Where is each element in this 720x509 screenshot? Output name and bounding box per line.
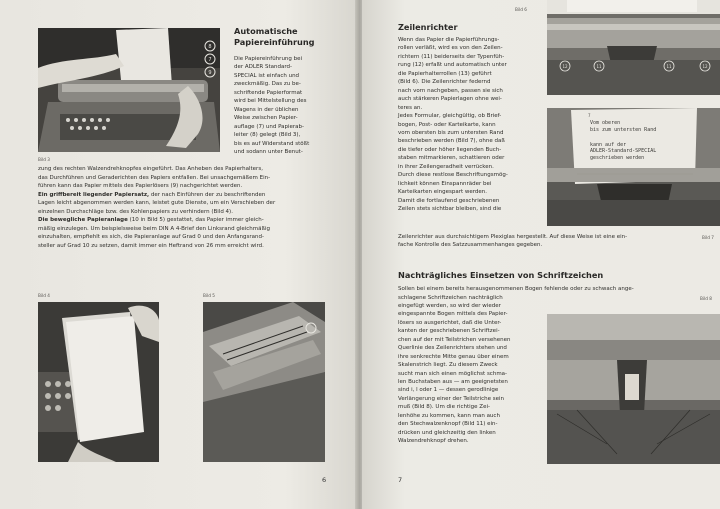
text-line: drücken und gleichzeitig den linken bbox=[398, 429, 496, 436]
zeilenrichter-column-text bbox=[398, 36, 538, 214]
caption-bild-7: Bild 7 bbox=[702, 235, 714, 240]
text-line: einzuhalten, empfiehlt es sich, die Papieranlage auf Grad 0 und den Anfangsrand- bbox=[38, 234, 264, 241]
typed-line-4: ADLER-Standard-SPECIAL bbox=[590, 148, 657, 155]
zeilenrichter-full-text bbox=[398, 233, 698, 250]
text-line: steller auf Grad 10 zu setzen, damit immer ein Heftrand von 26 mm erreicht wird. bbox=[38, 242, 264, 249]
typebar-scale-illustration bbox=[547, 314, 720, 464]
photo-bild-8 bbox=[547, 314, 720, 464]
text-line: ihre senkrechte Mitte genau über einem bbox=[398, 353, 509, 360]
marker-11-right: 11 bbox=[666, 64, 672, 69]
text-line: lösers so ausgerichtet, daß die Unter- bbox=[398, 319, 502, 326]
text-line: Zeilenrichter aus durchsichtigem Plexiglas hergestellt. Auf diese Weise ist eine ein- bbox=[398, 234, 628, 240]
photo-bild-6 bbox=[547, 0, 720, 95]
marker-9: 9 bbox=[208, 70, 212, 76]
marker-bild-7-top: 7 bbox=[588, 113, 591, 118]
text-line: den Stechwalzenknopf (Bild 11) ein- bbox=[398, 421, 498, 428]
text-line: Damit die fortlaufend geschriebenen bbox=[398, 197, 500, 204]
text-line: Wagens in der üblichen bbox=[234, 106, 299, 113]
text-line: sucht man sich einen möglichst schma- bbox=[398, 370, 508, 377]
heading-nachtraegliches-einsetzen: Nachträgliches Einsetzen von Schriftzeichen bbox=[398, 270, 604, 280]
text-line: zung des rechten Walzendrehknopfes eingeführt. Das Anheben des Papierhalters, bbox=[38, 166, 263, 173]
para-papieranlage bbox=[38, 216, 330, 224]
caption-bild-8: Bild 8 bbox=[700, 296, 712, 301]
text-line: lichkeit können Einspannräder bei bbox=[398, 180, 492, 187]
heading-line-2: Papiereinführung bbox=[234, 36, 315, 47]
typed-lines bbox=[590, 120, 656, 162]
marker-11: 11 bbox=[596, 64, 602, 69]
text-line: leiter (8) gelegt (Bild 3), bbox=[234, 132, 301, 139]
text-line: Zeilen stets sichtbar bleiben, sind die bbox=[398, 206, 502, 213]
para-papiersatz bbox=[38, 191, 330, 199]
paper-set-illustration bbox=[38, 302, 159, 462]
heading-automatische-papiereinfuehrung bbox=[234, 26, 315, 47]
typed-line-5: geschrieben werden bbox=[590, 155, 645, 162]
text-line: bogen, Post- oder Karteikarte, kann bbox=[398, 121, 496, 128]
paper-guide-illustration bbox=[203, 302, 325, 462]
caption-bild-3: Bild 3 bbox=[38, 157, 50, 162]
text-line: und sodann unter Benut- bbox=[234, 148, 303, 155]
typed-line-3: kann auf der bbox=[590, 141, 627, 148]
text-line: führen kann das Papier mittels des Papierlösers (9) nachgerichtet werden. bbox=[38, 183, 243, 190]
text-line: muß (Bild 8). Um die richtige Zei- bbox=[398, 404, 490, 411]
text-line: auch stärkeren Papierlagen ohne wei- bbox=[398, 96, 502, 103]
typed-line-2: bis zum untersten Rand bbox=[590, 126, 657, 133]
text-line: eingefügt werden, so wird der wieder bbox=[398, 302, 501, 309]
text-line: (10 in Bild 5) gestattet, das Papier immer gleich- bbox=[127, 217, 264, 224]
marker-12: 12 bbox=[562, 64, 568, 69]
text-line: der ADLER Standard- bbox=[234, 64, 292, 71]
text-line: richtern (11) beiderseits der Typenfüh- bbox=[398, 53, 505, 60]
marker-12-right: 12 bbox=[702, 64, 708, 69]
page-number-left: 6 bbox=[322, 476, 327, 484]
text-line: nach vorn nachgeben, passen sie sich bbox=[398, 87, 503, 94]
bold-papieranlage: Die bewegliche Papieranlage bbox=[38, 217, 128, 224]
line-guides-illustration bbox=[547, 0, 720, 95]
marker-7: 7 bbox=[208, 57, 212, 63]
text-line: beschrieben werden (Bild 7), ohne daß bbox=[398, 138, 505, 145]
text-line: schriftende Papierformat bbox=[234, 89, 303, 96]
heading-line-1: Automatische bbox=[234, 26, 298, 36]
text-line: sind i, l oder 1 — dessen gerodlinige bbox=[398, 387, 499, 394]
text-line: staben mitmarkieren, schattieren oder bbox=[398, 155, 505, 162]
text-line: chen auf der mit Teilstrichen versehenen bbox=[398, 336, 511, 343]
caption-bild-6: Bild 6 bbox=[515, 7, 527, 12]
caption-bild-4: Bild 4 bbox=[38, 293, 50, 298]
caption-bild-5: Bild 5 bbox=[203, 293, 215, 298]
photo-bild-4 bbox=[38, 302, 159, 462]
text-line: die tiefer oder höher liegenden Buch- bbox=[398, 146, 502, 153]
einsetzen-column-text bbox=[398, 294, 538, 446]
heading-zeilenrichter: Zeilenrichter bbox=[398, 22, 458, 32]
text-line: Verlängerung einer der Teilstriche sein bbox=[398, 395, 504, 402]
text-line: wird bei Mittelstellung des bbox=[234, 98, 307, 105]
text-line: Durch diese restlose Beschriftungsmög- bbox=[398, 172, 508, 179]
text-line: Sollen bei einem bereits herausgenommenen Bogen fehlende oder zu schwach ange- bbox=[398, 286, 634, 292]
full-width-text bbox=[38, 157, 330, 250]
text-line: SPECIAL ist einfach und bbox=[234, 72, 300, 79]
text-line: zweckmäßig. Das zu be- bbox=[234, 81, 301, 88]
photo-bild-5 bbox=[203, 302, 325, 462]
text-line: rung (12) erfaßt und automatisch unter bbox=[398, 62, 507, 69]
text-line: Lagen leicht abgenommen werden kann, leistet gute Dienste, um ein Verschieben der bbox=[38, 200, 276, 207]
text-line: in ihrer Zeilengeradheit verrücken. bbox=[398, 163, 494, 170]
text-line: (Bild 6). Die Zeilenrichter federnd bbox=[398, 79, 491, 86]
text-line: Walzendrehknopf drehen. bbox=[398, 438, 469, 445]
text-line: Skalenstrich liegt. Zu diesem Zweck bbox=[398, 362, 498, 369]
text-line: Wenn das Papier die Papierführungs- bbox=[398, 37, 500, 43]
page-number-right: 7 bbox=[398, 476, 403, 484]
right-page bbox=[362, 0, 720, 509]
text-line: rollen verläßt, wird es von den Zeilen- bbox=[398, 45, 503, 52]
text-line: vom obersten bis zum untersten Rand bbox=[398, 129, 504, 136]
text-line: die Papierhalterrollen (13) geführt bbox=[398, 70, 492, 77]
marker-8: 8 bbox=[208, 44, 212, 50]
text-line: teres an. bbox=[398, 104, 423, 111]
photo-bild-3 bbox=[38, 28, 220, 152]
left-page bbox=[0, 0, 357, 509]
intro-column-text bbox=[234, 55, 332, 156]
text-line: Jedes Formular, gleichgültig, ob Brief- bbox=[398, 113, 502, 120]
text-line: Karteikarten eingespart werden. bbox=[398, 189, 488, 196]
text-line: der nach Einführen der zu beschriftenden bbox=[149, 191, 266, 198]
text-line: mäßig einzulegen. Um beispielsweise beim DIN A 4-Brief den Linksrand gleichmäßig bbox=[38, 225, 271, 232]
text-line: schlagene Schriftzeichen nachträglich bbox=[398, 294, 503, 301]
text-line: das Durchführen und Geraderichten des Papiers entfallen. Bei unsachgemäßem Ein- bbox=[38, 174, 271, 181]
typewriter-paper-loading-illustration bbox=[38, 28, 220, 152]
text-line: Weise zwischen Papier- bbox=[234, 115, 298, 122]
text-line: Die Papiereinführung bei bbox=[234, 56, 303, 62]
text-line: lenhöhe zu kommen, kann man auch bbox=[398, 412, 500, 419]
text-line: len Buchstaben aus — am geeignetsten bbox=[398, 379, 508, 386]
text-line: fache Kontrolle des Satzzusammenhanges gegeben. bbox=[398, 242, 543, 249]
text-line: auflage (7) und Papierab- bbox=[234, 123, 305, 130]
text-line: einzelnen Durchschläge bzw. des Kohlenpapiers zu verhindern (Bild 4). bbox=[38, 208, 233, 215]
text-line: bis es auf Widerstand stößt bbox=[234, 140, 310, 147]
einsetzen-text bbox=[398, 285, 698, 293]
typed-line-1: Vom oberen bbox=[590, 120, 621, 126]
text-line: Querlinie des Zeilenrichters stehen und bbox=[398, 345, 507, 352]
text-line: kanten der geschriebenen Schriftzei- bbox=[398, 328, 500, 335]
text-line: eingespannte Bogen mittels des Papier- bbox=[398, 311, 508, 318]
bold-papiersatz: Ein griffbereit liegender Papiersatz, bbox=[38, 191, 150, 198]
